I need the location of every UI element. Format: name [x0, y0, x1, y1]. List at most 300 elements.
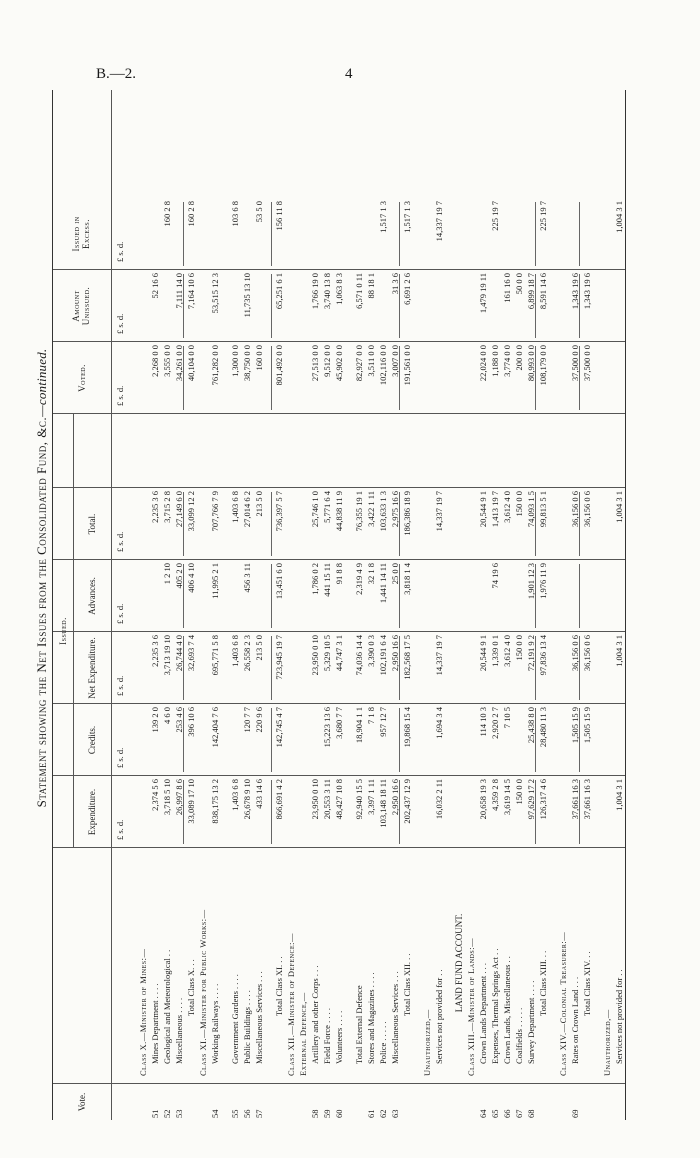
total-cell: 27,149 6 0: [174, 491, 184, 528]
credits-cell: 3,680 7 7: [334, 707, 344, 739]
voted-cell: 1,188 0 0: [490, 345, 500, 377]
expenditure-cell: 97,629 17 2: [526, 779, 536, 820]
table-row: [161, 90, 173, 1120]
lsd-unit: £ s. d.: [115, 313, 125, 334]
vote-number: 62: [378, 1109, 388, 1118]
vote-number: 53: [174, 1109, 184, 1118]
credits-cell: 253 4 6: [174, 707, 184, 733]
total-rule: [535, 780, 536, 844]
issued-excess-cell: 103 6 8: [230, 201, 240, 227]
total-cell: 33,099 12 2: [186, 491, 196, 532]
credits-cell: 1,505 15 9: [570, 707, 580, 744]
row-label: Total External Defence: [354, 985, 364, 1064]
row-label: Total Class XIII. . .: [538, 950, 548, 1016]
amount-unissued-line1: Amount: [71, 290, 81, 322]
voted-cell: 2,268 0 0: [150, 345, 160, 377]
credits-cell: 25,438 8 0: [526, 707, 536, 744]
expenditure-cell: 433 14 6: [254, 779, 264, 809]
net-expenditure-cell: 26,744 4 0: [174, 635, 184, 672]
voted-cell: 3,774 0 0: [502, 345, 512, 377]
vote-number: 51: [150, 1109, 160, 1118]
total-rule: [579, 780, 580, 844]
voted-cell: 27,513 0 0: [310, 345, 320, 382]
advances-cell: 1,441 14 11: [378, 563, 388, 604]
section-heading: LAND FUND ACCOUNT.: [454, 913, 464, 1013]
amount-unissued-cell: 6,899 18 7: [526, 273, 536, 310]
total-rule: [399, 202, 400, 266]
credits-cell: 142,745 4 7: [274, 707, 284, 748]
issued-excess-cell: 160 2 8: [162, 201, 172, 227]
expenditure-cell: 150 0 0: [514, 779, 524, 805]
credits-cell: 15,223 13 6: [322, 707, 332, 748]
amount-unissued-cell: 1,063 8 3: [334, 273, 344, 305]
credits-header: Credits.: [87, 725, 97, 755]
vote-number: 66: [502, 1109, 512, 1118]
expenditure-cell: 1,403 6 8: [230, 779, 240, 811]
expenditure-cell: 103,148 18 11: [378, 779, 388, 828]
table-row: [253, 90, 265, 1120]
total-rule: [399, 708, 400, 772]
total-rule: [579, 346, 580, 410]
table-row: [421, 90, 433, 1120]
voted-cell: 102,116 0 0: [378, 345, 388, 386]
total-rule: [271, 202, 272, 266]
credits-cell: 396 10 6: [186, 707, 196, 737]
amount-unissued-line2: Unissued.: [81, 286, 91, 326]
row-label: Miscellaneous Services . . .: [254, 971, 264, 1064]
table-row: [229, 90, 241, 1120]
total-rule: [399, 274, 400, 338]
issued-excess-line2: Excess.: [81, 219, 91, 249]
voted-cell: 38,750 0 0: [242, 345, 252, 382]
expenditure-cell: 26,678 9 10: [242, 779, 252, 820]
amount-unissued-cell: 8,591 14 6: [538, 273, 548, 310]
credits-cell: 7 10 5: [502, 707, 512, 729]
issued-excess-cell: 156 11 8: [274, 201, 284, 231]
row-label: Total Class XIV. . .: [582, 951, 592, 1016]
table-row: [297, 90, 309, 1120]
vote-number: 64: [478, 1109, 488, 1118]
table-row: [513, 90, 525, 1120]
advances-cell: 11,995 2 1: [210, 563, 220, 599]
expenditure-cell: 3,619 14 5: [502, 779, 512, 816]
amount-unissued-cell: 31 3 6: [390, 273, 400, 295]
row-label: Services not provided for . .: [614, 969, 624, 1064]
lsd-unit: £ s. d.: [115, 531, 125, 552]
total-cell: 44,838 11 9: [334, 491, 344, 532]
credits-cell: 7 1 8: [366, 707, 376, 724]
header-rule: [73, 414, 74, 848]
amount-unissued-header: [71, 270, 91, 342]
issued-header: Issued.: [58, 617, 68, 645]
amount-unissued-cell: 53,515 12 3: [210, 273, 220, 314]
net-expenditure-cell: 2,235 3 6: [150, 635, 160, 667]
total-rule: [579, 636, 580, 700]
total-cell: 707,766 7 9: [210, 491, 220, 532]
row-label: Class XI.—Minister for Public Works:—: [198, 909, 208, 1076]
total-cell: 27,014 6 2: [242, 491, 252, 528]
voted-cell: 191,561 0 0: [402, 345, 412, 386]
table-row: [309, 90, 321, 1120]
total-rule: [399, 636, 400, 700]
table-row: [365, 90, 377, 1120]
row-label: Field Force . . . .: [322, 1008, 332, 1064]
row-label: Artillery and other Corps . . .: [310, 965, 320, 1064]
voted-cell: 108,179 0 0: [538, 345, 548, 386]
net-expenditure-cell: 36,156 0 6: [570, 635, 580, 672]
total-rule: [271, 346, 272, 410]
total-cell: 5,771 6 4: [322, 491, 332, 523]
total-rule: [399, 346, 400, 410]
advances-cell: 456 3 11: [242, 563, 252, 593]
row-label: Expenses, Thermal Springs Act . .: [490, 948, 500, 1064]
total-rule: [579, 274, 580, 338]
row-label: Crown Lands, Miscellaneous . .: [502, 956, 512, 1064]
row-label: Volunteers . . . .: [334, 1010, 344, 1064]
net-expenditure-cell: 1,403 6 8: [230, 635, 240, 667]
table-row: [601, 90, 613, 1120]
row-label: Class XII.—Minister of Defence:—: [286, 932, 296, 1076]
title-continued: —continued.: [34, 348, 49, 417]
table-row: [241, 90, 253, 1120]
net-expenditure-cell: 2,950 16 6: [390, 635, 400, 672]
table-total-row: [581, 90, 593, 1120]
table-total-row: [537, 90, 549, 1120]
row-label: Rates on Crown Land . . .: [570, 976, 580, 1064]
row-label: Coalfields . . . . .: [514, 1007, 524, 1064]
row-label: Stores and Magazines . . . .: [366, 972, 376, 1064]
amount-unissued-cell: 6,691 2 6: [402, 273, 412, 305]
total-cell: 20,544 9 1: [478, 491, 488, 528]
amount-unissued-cell: 50 0 0: [514, 273, 524, 295]
total-cell: 3,715 2 8: [162, 491, 172, 523]
net-expenditure-cell: 102,191 6 4: [378, 635, 388, 676]
row-label: Crown Lands Department . . .: [478, 962, 488, 1064]
statement-title: [34, 58, 50, 1098]
advances-cell: 1,786 0 2: [310, 563, 320, 595]
issued-excess-cell: 225 19 7: [538, 201, 548, 231]
lsd-unit: £ s. d.: [115, 747, 125, 768]
row-label: Unauthorized,—: [602, 1009, 612, 1076]
voted-cell: 37,500 0 0: [570, 345, 580, 382]
vote-number: 63: [390, 1109, 400, 1118]
row-label: Geological and Meteorological . .: [162, 949, 172, 1064]
row-label: Mines Department . . . .: [150, 983, 160, 1064]
voted-cell: 3,555 0 0: [162, 345, 172, 377]
table-row: [433, 90, 445, 1120]
row-label: Public Buildings . . . .: [242, 990, 252, 1064]
voted-cell: 3,007 0 0: [390, 345, 400, 377]
table-row: [285, 90, 297, 1120]
net-expenditure-header: Net Expenditure.: [87, 637, 97, 699]
net-expenditure-cell: 723,945 19 7: [274, 635, 284, 680]
amount-unissued-cell: 1,343 19 6: [570, 273, 580, 310]
row-label: Miscellaneous . . . .: [174, 997, 184, 1064]
table-row: [333, 90, 345, 1120]
total-rule: [399, 492, 400, 556]
vote-number: 65: [490, 1109, 500, 1118]
expenditure-cell: 3,718 5 10: [162, 779, 172, 816]
table-row: [377, 90, 389, 1120]
total-cell: 74,093 1 5: [526, 491, 536, 528]
advances-cell: 1 2 10: [162, 563, 172, 585]
row-label: External Defence,—: [298, 992, 308, 1076]
expenditure-cell: 838,175 13 2: [210, 779, 220, 824]
amount-unissued-cell: 161 16 0: [502, 273, 512, 303]
expenditure-cell: 26,997 8 6: [174, 779, 184, 816]
expenditure-cell: 37,661 16 3: [582, 779, 592, 820]
table-row: [489, 90, 501, 1120]
total-rule: [183, 564, 184, 628]
net-expenditure-cell: 20,544 9 1: [478, 635, 488, 672]
total-rule: [535, 346, 536, 410]
header-rule: [111, 90, 112, 1120]
total-rule: [183, 492, 184, 556]
advances-cell: 441 15 11: [322, 563, 332, 597]
advances-header: Advances.: [87, 577, 97, 615]
advances-cell: 74 19 6: [490, 563, 500, 589]
expenditure-cell: 3,397 1 11: [366, 779, 376, 815]
total-cell: 36,156 0 6: [582, 491, 592, 528]
table-row: [477, 90, 489, 1120]
net-expenditure-cell: 1,004 3 1: [614, 635, 624, 667]
total-rule: [183, 708, 184, 772]
voted-cell: 80,993 0 0: [526, 345, 536, 382]
expenditure-cell: 126,317 4 6: [538, 779, 548, 820]
advances-cell: 2,319 4 9: [354, 563, 364, 595]
total-rule: [183, 274, 184, 338]
voted-cell: 1,300 0 0: [230, 345, 240, 377]
net-issues-table: [52, 90, 626, 1120]
expenditure-cell: 23,950 0 10: [310, 779, 320, 820]
net-expenditure-cell: 14,337 19 7: [434, 635, 444, 676]
expenditure-cell: 20,658 19 3: [478, 779, 488, 820]
expenditure-cell: 48,427 10 8: [334, 779, 344, 820]
total-header: Total.: [87, 513, 97, 535]
vote-header: Vote.: [77, 1092, 87, 1112]
expenditure-cell: 20,553 3 11: [322, 779, 332, 820]
total-rule: [271, 492, 272, 556]
table-row: [501, 90, 513, 1120]
total-cell: 1,403 6 8: [230, 491, 240, 523]
lsd-unit: £ s. d.: [115, 241, 125, 262]
row-label: Class X.—Minister of Mines:—: [138, 948, 148, 1076]
total-cell: 25,746 1 0: [310, 491, 320, 528]
total-cell: 736,397 5 7: [274, 491, 284, 532]
amount-unissued-cell: 1,343 19 6: [582, 273, 592, 310]
amount-unissued-cell: 7,164 10 6: [186, 273, 196, 310]
issued-excess-cell: 53 5 0: [254, 201, 264, 223]
amount-unissued-cell: 52 16 6: [150, 273, 160, 299]
total-cell: 2,235 3 6: [150, 491, 160, 523]
table-total-row: [185, 90, 197, 1120]
advances-cell: 91 8 8: [334, 563, 344, 585]
vote-number: 59: [322, 1109, 332, 1118]
row-label: Services not provided for . .: [434, 969, 444, 1064]
total-rule: [579, 202, 580, 266]
net-expenditure-cell: 26,558 2 3: [242, 635, 252, 672]
expenditure-cell: 33,089 17 10: [186, 779, 196, 824]
vote-number: 54: [210, 1109, 220, 1118]
voted-cell: 82,927 0 0: [354, 345, 364, 382]
advances-cell: 13,451 6 0: [274, 563, 284, 600]
total-rule: [183, 780, 184, 844]
credits-cell: 28,480 11 3: [538, 707, 548, 748]
expenditure-cell: 16,032 2 11: [434, 779, 444, 820]
table-row: [613, 90, 625, 1120]
total-cell: 103,633 1 3: [378, 491, 388, 532]
issued-excess-cell: 1,517 1 3: [378, 201, 388, 233]
total-rule: [271, 564, 272, 628]
table-row: [321, 90, 333, 1120]
amount-unissued-cell: 11,735 13 10: [242, 273, 252, 318]
issued-excess-header: [71, 198, 91, 270]
issued-excess-line1: Issued in: [71, 216, 81, 252]
vote-number: 68: [526, 1109, 536, 1118]
lsd-unit: £ s. d.: [115, 819, 125, 840]
amount-unissued-cell: 3,740 13 8: [322, 273, 332, 310]
advances-cell: 405 2 0: [174, 563, 184, 589]
amount-unissued-cell: 65,251 6 1: [274, 273, 284, 310]
net-expenditure-cell: 3,612 4 0: [502, 635, 512, 667]
voted-cell: 200 0 0: [514, 345, 524, 371]
total-rule: [579, 492, 580, 556]
total-cell: 213 5 0: [254, 491, 264, 517]
credits-cell: 1,694 3 4: [434, 707, 444, 739]
page-reference: B.—2.: [96, 66, 137, 82]
total-cell: 76,355 19 1: [354, 491, 364, 532]
credits-cell: 19,868 15 4: [402, 707, 412, 748]
voted-cell: 761,282 0 0: [210, 345, 220, 386]
amount-unissued-cell: 1,766 19 0: [310, 273, 320, 310]
row-label: Total Class X. . .: [186, 959, 196, 1016]
credits-cell: 4 6 0: [162, 707, 172, 724]
title-main: Statement showing the Net Issues from the Consolidated Fund, &c.: [34, 416, 49, 808]
voted-cell: 22,024 0 0: [478, 345, 488, 382]
table-row: [137, 90, 149, 1120]
net-expenditure-cell: 5,329 10 5: [322, 635, 332, 672]
row-label: Police . . . . .: [378, 1021, 388, 1064]
lsd-unit: £ s. d.: [115, 385, 125, 406]
net-expenditure-cell: 213 5 0: [254, 635, 264, 661]
net-expenditure-cell: 36,156 0 6: [582, 635, 592, 672]
total-rule: [183, 346, 184, 410]
total-rule: [535, 708, 536, 772]
net-expenditure-cell: 74,036 14 4: [354, 635, 364, 676]
total-rule: [535, 202, 536, 266]
credits-cell: 1,505 15 9: [582, 707, 592, 744]
total-cell: 186,386 18 9: [402, 491, 412, 536]
voted-cell: 160 0 0: [254, 345, 264, 371]
credits-cell: 2,920 2 7: [490, 707, 500, 739]
total-rule: [579, 708, 580, 772]
total-cell: 99,813 5 1: [538, 491, 548, 528]
credits-cell: 114 10 3: [478, 707, 488, 737]
issued-excess-cell: 14,337 19 7: [434, 201, 444, 242]
table-total-row: [401, 90, 413, 1120]
total-cell: 14,337 19 7: [434, 491, 444, 532]
net-expenditure-cell: 3,390 0 3: [366, 635, 376, 667]
expenditure-cell: 92,940 15 5: [354, 779, 364, 820]
expenditure-cell: 2,374 5 6: [150, 779, 160, 811]
row-label: Survey Department . . . .: [526, 980, 536, 1064]
amount-unissued-cell: 6,571 0 11: [354, 273, 364, 309]
net-expenditure-cell: 23,950 0 10: [310, 635, 320, 676]
lsd-unit: £ s. d.: [115, 603, 125, 624]
page-number: 4: [345, 66, 353, 82]
total-rule: [535, 636, 536, 700]
total-cell: 1,004 3 1: [614, 491, 624, 523]
net-expenditure-cell: 1,339 0 1: [490, 635, 500, 667]
vote-number: 56: [242, 1109, 252, 1118]
vote-number: 60: [334, 1109, 344, 1118]
row-label: Total Class XI. . .: [274, 956, 284, 1016]
credits-cell: 220 9 6: [254, 707, 264, 733]
expenditure-cell: 866,691 4 2: [274, 779, 284, 820]
advances-cell: 25 0 0: [390, 563, 400, 585]
voted-cell: 3,511 0 0: [366, 345, 376, 377]
amount-unissued-cell: 7,111 14 0: [174, 273, 184, 309]
row-label: Miscellaneous Services . . .: [390, 971, 400, 1064]
row-label: Government Gardens . . . .: [230, 974, 240, 1064]
total-rule: [399, 780, 400, 844]
table-row: [197, 90, 209, 1120]
total-rule: [271, 274, 272, 338]
credits-cell: 957 12 7: [378, 707, 388, 737]
voted-cell: 45,902 0 0: [334, 345, 344, 382]
credits-cell: 139 2 0: [150, 707, 160, 733]
total-rule: [535, 492, 536, 556]
total-rule: [271, 708, 272, 772]
amount-unissued-cell: 88 18 1: [366, 273, 376, 299]
total-cell: 36,156 0 6: [570, 491, 580, 528]
table-row: [353, 90, 365, 1120]
expenditure-cell: 37,661 16 3: [570, 779, 580, 820]
row-label: Class XIV.—Colonial Treasurer:—: [558, 931, 568, 1076]
row-label: Total Class XII. . .: [402, 953, 412, 1016]
vote-number: 58: [310, 1109, 320, 1118]
table-row: [465, 90, 477, 1120]
total-cell: 150 0 0: [514, 491, 524, 517]
net-expenditure-cell: 695,771 5 8: [210, 635, 220, 676]
vote-number: 67: [514, 1109, 524, 1118]
total-rule: [399, 564, 400, 628]
table-row: [557, 90, 569, 1120]
total-cell: 3,612 4 0: [502, 491, 512, 523]
advances-cell: 1,976 11 9: [538, 563, 548, 599]
expenditure-cell: 202,437 12 9: [402, 779, 412, 824]
vote-number: 69: [570, 1109, 580, 1118]
row-label: Working Railways . . . .: [210, 983, 220, 1064]
total-rule: [535, 564, 536, 628]
table-row: [453, 90, 465, 1120]
expenditure-header: Expenditure.: [87, 788, 97, 836]
net-expenditure-cell: 97,836 13 4: [538, 635, 548, 676]
credits-cell: 120 7 7: [242, 707, 252, 733]
total-cell: 1,413 19 7: [490, 491, 500, 528]
expenditure-cell: 2,950 16 6: [390, 779, 400, 816]
issued-excess-cell: 1,517 1 3: [402, 201, 412, 233]
total-rule: [183, 636, 184, 700]
net-expenditure-cell: 3,713 19 10: [162, 635, 172, 676]
table-row: [149, 90, 161, 1120]
issued-excess-cell: 160 2 8: [186, 201, 196, 227]
net-expenditure-cell: 150 0 0: [514, 635, 524, 661]
vote-number: 55: [230, 1109, 240, 1118]
lsd-unit: £ s. d.: [115, 675, 125, 696]
table-total-row: [273, 90, 285, 1120]
amount-unissued-cell: 1,479 19 11: [478, 273, 488, 314]
